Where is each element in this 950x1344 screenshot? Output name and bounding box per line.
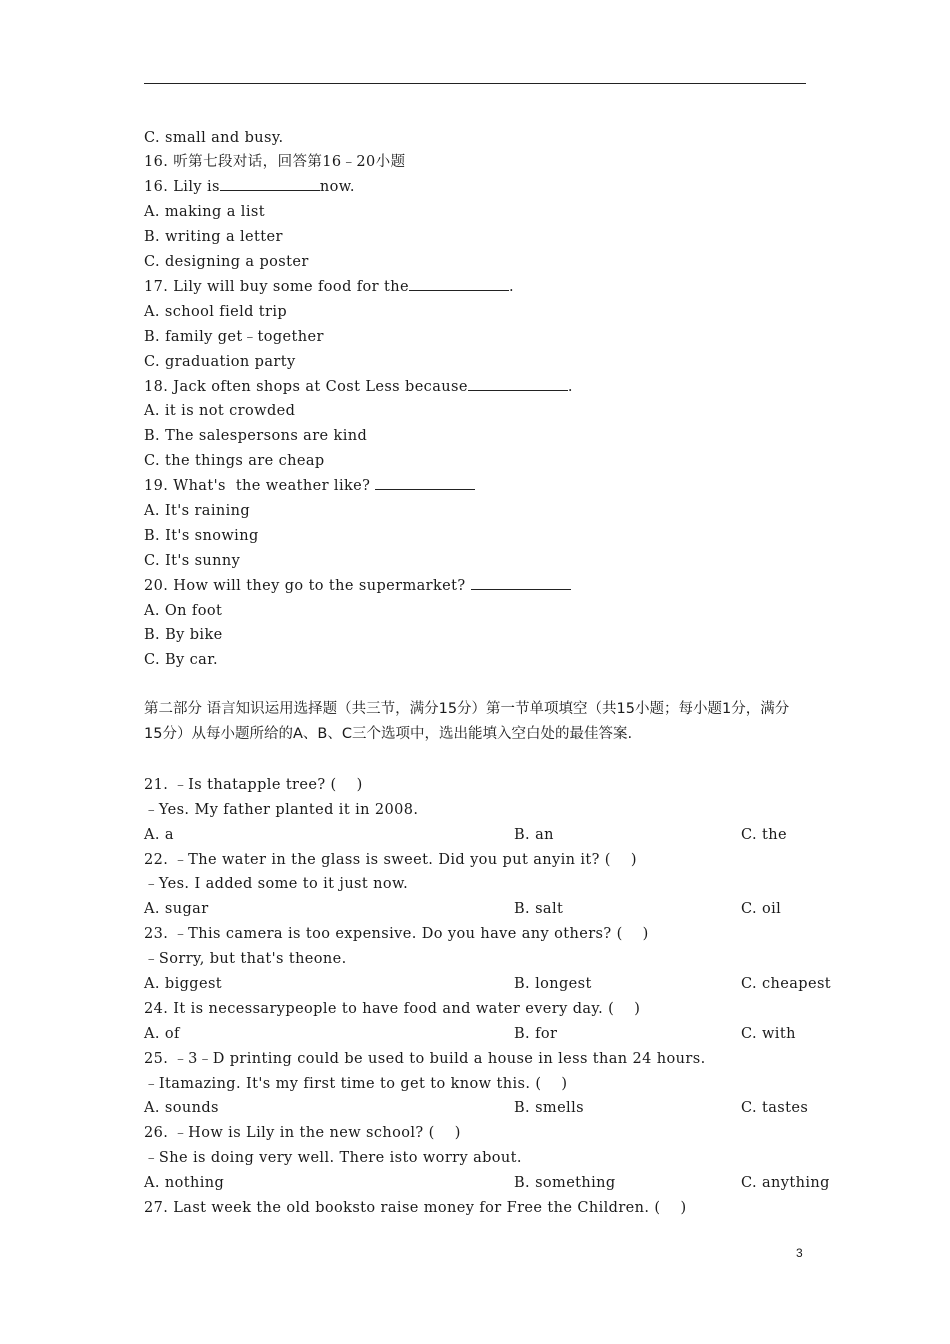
option-line: A. making a list	[144, 204, 265, 220]
question-22-reply: ﹣Yes. I added some to it just now.	[144, 876, 409, 892]
page-number: 3	[796, 1246, 803, 1260]
option-b: B. longest	[514, 976, 592, 992]
option-line: B. family get﹣together	[144, 329, 324, 345]
options-26	[144, 1173, 830, 1193]
question-23: 23. ﹣This camera is too expensive. Do you have any others? ( )	[144, 926, 649, 942]
option-c: C. the	[741, 827, 787, 843]
answer-blank[interactable]	[471, 576, 571, 590]
option-line: C. By car.	[144, 652, 218, 668]
options-23	[144, 974, 832, 994]
option-line: C. designing a poster	[144, 254, 309, 270]
options-21	[144, 825, 787, 845]
question-25: 25. ﹣3﹣D printing could be used to build a house in less than 24 hours.	[144, 1051, 706, 1067]
option-b: B. salt	[514, 901, 564, 917]
option-b: B. an	[514, 827, 554, 843]
option-a: A. a	[144, 827, 174, 843]
option-c: C. anything	[741, 1175, 830, 1191]
option-line: B. By bike	[144, 627, 223, 643]
option-a: A. nothing	[144, 1175, 225, 1191]
option-line: B. The salespersons are kind	[144, 428, 368, 444]
answer-blank[interactable]	[409, 277, 509, 291]
question-27: 27. Last week the old booksto raise money for Free the Children. ( )	[144, 1200, 687, 1216]
option-a: A. sugar	[144, 901, 209, 917]
options-25	[144, 1098, 809, 1118]
question-26: 26. ﹣How is Lily in the new school? ( )	[144, 1125, 461, 1141]
option-line: B. It's snowing	[144, 528, 259, 544]
question-18: 18. Jack often shops at Cost Less because .	[144, 379, 573, 395]
option-b: B. smells	[514, 1100, 584, 1116]
option-c: C. oil	[741, 901, 782, 917]
option-line: C. the things are cheap	[144, 453, 325, 469]
question-21-reply: ﹣Yes. My father planted it in 2008.	[144, 802, 419, 818]
option-line: A. It's raining	[144, 503, 251, 519]
option-a: A. of	[144, 1026, 180, 1042]
option-c: C. cheapest	[741, 976, 832, 992]
option-line: C. graduation party	[144, 354, 296, 370]
question-24: 24. It is necessarypeople to have food and water every day. ( )	[144, 1001, 641, 1017]
options-22	[144, 899, 782, 919]
question-21: 21. ﹣Is thatapple tree? ( )	[144, 777, 363, 793]
answer-blank[interactable]	[375, 476, 475, 490]
option-line: C. It's sunny	[144, 553, 241, 569]
option-line: A. school field trip	[144, 304, 288, 320]
question-16: 16. Lily is now.	[144, 179, 355, 195]
section-heading: 16. 听第七段对话，回答第16﹣20小题	[144, 154, 406, 170]
part2-instructions: 第二部分 语言知识运用选择题（共三节，满分15分）第一节单项填空（共15小题；每小题1分，满分15分）从每小题所给的A、B、C三个选项中，选出能填入空白处的最佳答案.	[144, 701, 790, 742]
question-19: 19. What's the weather like?	[144, 476, 475, 496]
header-rule	[144, 83, 806, 84]
option-a: A. sounds	[144, 1100, 219, 1116]
option-line: B. writing a letter	[144, 229, 283, 245]
option-line: A. On foot	[144, 603, 223, 619]
question-17: 17. Lily will buy some food for the .	[144, 279, 514, 295]
option-c: C. tastes	[741, 1100, 809, 1116]
option-line: A. it is not crowded	[144, 403, 296, 419]
question-20: 20. How will they go to the supermarket?	[144, 576, 571, 596]
answer-blank[interactable]	[468, 377, 568, 391]
option-b: B. for	[514, 1026, 558, 1042]
question-23-reply: ﹣Sorry, but that's theone.	[144, 951, 347, 967]
options-24	[144, 1024, 796, 1044]
question-26-reply: ﹣She is doing very well. There isto worry about.	[144, 1150, 522, 1166]
option-line: C. small and busy.	[144, 130, 284, 146]
option-a: A. biggest	[144, 976, 223, 992]
option-c: C. with	[741, 1026, 796, 1042]
answer-blank[interactable]	[220, 177, 320, 191]
question-25-reply: ﹣Itamazing. It's my first time to get to know this. ( )	[144, 1076, 568, 1092]
option-b: B. something	[514, 1175, 616, 1191]
question-22: 22. ﹣The water in the glass is sweet. Did you put anyin it? ( )	[144, 852, 637, 868]
